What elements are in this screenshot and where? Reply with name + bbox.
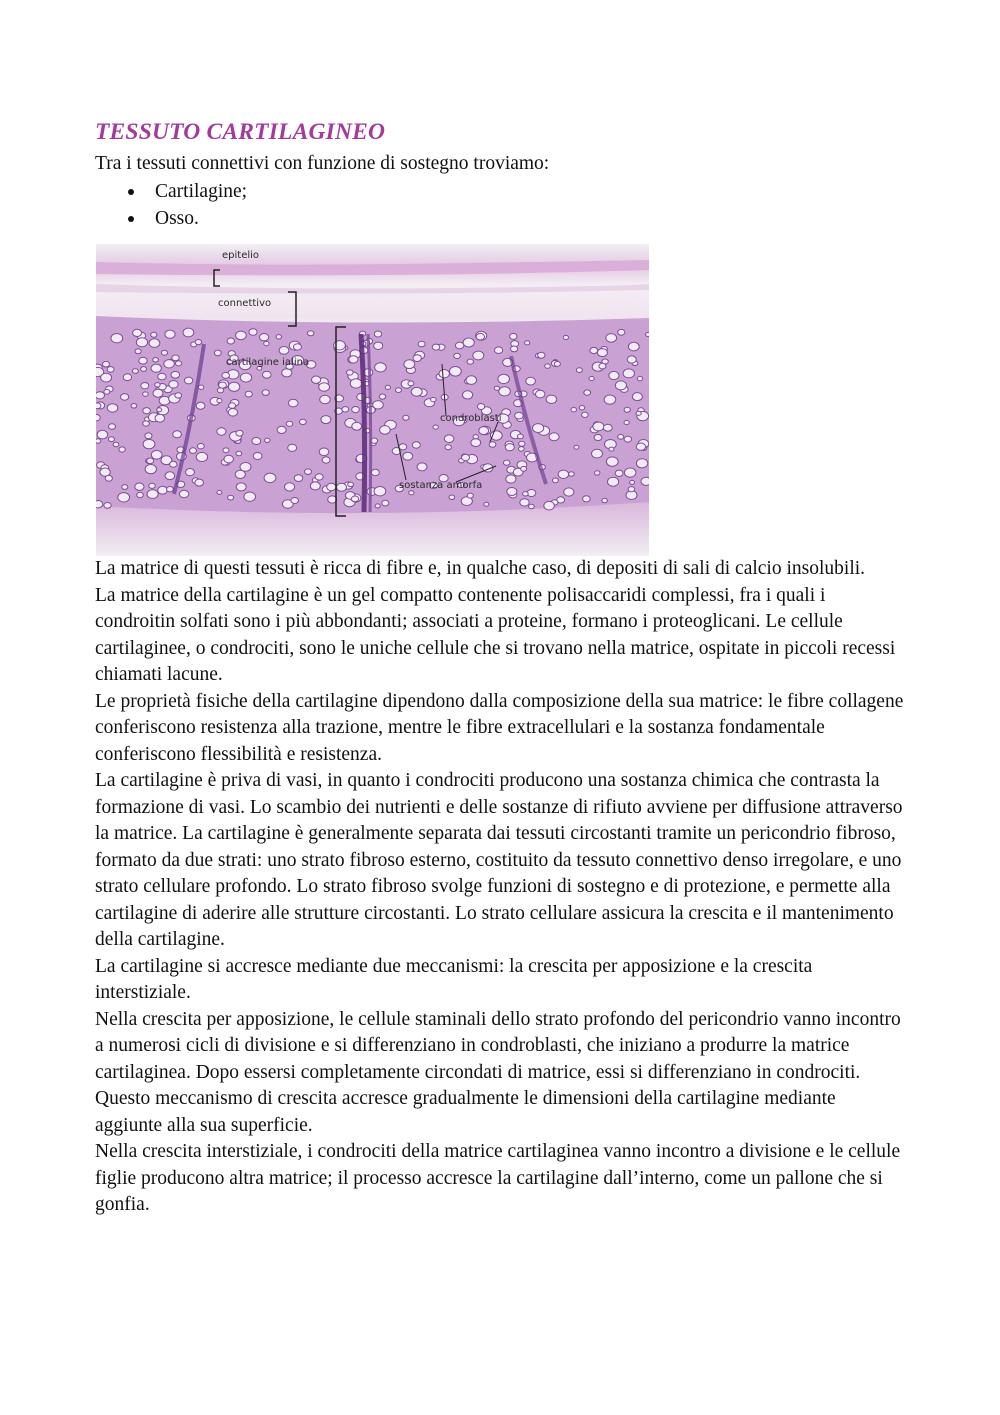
chondrocyte-lacuna: [245, 391, 252, 397]
chondrocyte-lacuna: [104, 503, 111, 509]
chondrocyte-lacuna: [632, 393, 642, 401]
chondrocyte-lacuna: [342, 407, 349, 412]
chondrocyte-lacuna: [327, 483, 336, 490]
chondrocyte-lacuna: [433, 425, 438, 429]
list-item-label: Osso.: [155, 208, 199, 229]
paragraph: La cartilagine si accresce mediante due meccanismi: la crescita per apposizione e la crescita interstiziale.: [95, 955, 813, 1003]
chondrocyte-lacuna: [109, 424, 116, 430]
chondrocyte-lacuna: [558, 470, 569, 478]
chondrocyte-lacuna: [584, 390, 591, 395]
chondrocyte-lacuna: [149, 483, 156, 488]
chondrocyte-lacuna: [107, 367, 114, 373]
chondrocyte-lacuna: [227, 338, 234, 344]
chondrocyte-lacuna: [352, 422, 362, 430]
chondrocyte-lacuna: [595, 471, 600, 475]
chondrocyte-lacuna: [525, 341, 530, 345]
chondrocyte-lacuna: [579, 406, 584, 410]
chondrocyte-lacuna: [105, 475, 112, 481]
chondrocyte-lacuna: [228, 382, 239, 391]
chondrocyte-lacuna: [515, 412, 524, 419]
chondrocyte-lacuna: [374, 487, 386, 496]
chondrocyte-lacuna: [385, 385, 390, 389]
chondrocyte-lacuna: [623, 369, 634, 378]
chondrocyte-lacuna: [143, 408, 151, 414]
chondrocyte-lacuna: [143, 392, 149, 396]
chondrocyte-lacuna: [538, 352, 545, 358]
chondrocyte-lacuna: [545, 364, 551, 368]
chondrocyte-lacuna: [264, 341, 269, 345]
paragraph: Nella crescita interstiziale, i condrociti della matrice cartilaginea vanno incontro a divisione e le cellule figlie producono altra matrice; il processo accresce la cartilagine dall’interno, come un pallone che si gonfia.: [95, 1141, 901, 1215]
chondrocyte-lacuna: [244, 492, 256, 501]
chondrocyte-lacuna: [294, 344, 302, 350]
chondrocyte-lacuna: [121, 394, 129, 401]
paragraph: Nella crescita per apposizione, le cellule staminali dello strato profondo del pericondrio vanno incontro a numerosi cicli di divisione e si differenziano in condroblasti, che iniziano a produrre la matrice cartilaginea. Dopo essersi completamente circondati di matrice, essi si differenziano in condrociti. Questo meccanismo di crescita accresce gradualmente le dimensioni della cartilagine mediante aggiunte alla sua superficie.: [95, 1008, 901, 1136]
chondrocyte-lacuna: [228, 409, 237, 417]
chondrocyte-lacuna: [153, 358, 159, 363]
chondrocyte-lacuna: [630, 480, 635, 484]
chondrocyte-lacuna: [379, 394, 385, 399]
chondrocyte-lacuna: [103, 361, 110, 367]
chondrocyte-lacuna: [183, 328, 194, 337]
chondrocyte-lacuna: [285, 483, 295, 491]
chondrocyte-lacuna: [252, 438, 261, 445]
chondrocyte-lacuna: [135, 483, 144, 490]
chondrocyte-lacuna: [172, 355, 179, 361]
chondrocyte-lacuna: [96, 392, 105, 399]
chondrocyte-lacuna: [167, 487, 174, 492]
chondrocyte-lacuna: [217, 399, 222, 403]
paragraph: La cartilagine è priva di vasi, in quanto i condrociti producono una sostanza chimica che contrasta la formazione di vasi. Lo scambio dei nutrienti e delle sostanze di rifiuto avviene per diffusione attraverso la matrice. La cartilagine è generalmente separata dai tessuti circostanti tramite un pericondrio fibroso, formato da due strati: uno strato fibroso esterno, costituito da tessuto connettivo denso irregolare, e uno strato cellulare profondo. Lo strato fibroso svolge funzioni di sostegno e di protezione, e permette alla cartilagine di aderire alle strutture circostanti. Lo strato cellulare assicura la crescita e il mantenimento della cartilagine.: [95, 770, 903, 950]
chondrocyte-lacuna: [519, 441, 525, 446]
chondrocyte-lacuna: [523, 492, 529, 496]
chondrocyte-lacuna: [118, 493, 130, 502]
chondrocyte-lacuna: [615, 470, 623, 476]
chondrocyte-lacuna: [151, 451, 162, 460]
label-connettivo: connettivo: [218, 298, 272, 309]
chondrocyte-lacuna: [279, 347, 289, 355]
chondrocyte-lacuna: [165, 472, 175, 480]
chondrocyte-lacuna: [431, 397, 437, 401]
chondrocyte-lacuna: [249, 329, 257, 336]
chondrocyte-lacuna: [228, 495, 234, 500]
chondrocyte-lacuna: [624, 407, 630, 412]
chondrocyte-lacuna: [599, 363, 606, 369]
chondrocyte-lacuna: [235, 470, 245, 478]
chondrocyte-lacuna: [175, 393, 182, 398]
chondrocyte-lacuna: [646, 332, 649, 336]
chondrocyte-lacuna: [347, 370, 354, 375]
chondrocyte-lacuna: [583, 496, 591, 502]
chondrocyte-lacuna: [158, 486, 168, 494]
chondrocyte-lacuna: [467, 493, 473, 498]
chondrocyte-lacuna: [107, 404, 118, 412]
chondrocyte-lacuna: [484, 502, 489, 506]
chondrocyte-lacuna: [173, 431, 182, 438]
chondrocyte-lacuna: [471, 439, 481, 447]
chondrocyte-lacuna: [576, 368, 582, 373]
chondrocyte-lacuna: [627, 356, 636, 363]
chondrocyte-lacuna: [157, 408, 162, 412]
chondrocyte-lacuna: [603, 424, 612, 431]
chondrocyte-lacuna: [219, 382, 227, 388]
chondrocyte-lacuna: [418, 341, 425, 347]
epithelium-band: [96, 244, 649, 319]
chondrocyte-lacuna: [533, 424, 544, 433]
chondrocyte-lacuna: [96, 403, 101, 409]
chondrocyte-lacuna: [147, 490, 158, 499]
chondrocyte-lacuna: [236, 483, 246, 491]
chondrocyte-lacuna: [155, 414, 165, 422]
paragraph: Le proprietà fisiche della cartilagine dipendono dalla composizione della sua matrice: le fibre collagene conferiscono resistenza alla trazione, mentre le fibre extracellulari e la sostanza fondamentale conferiscono flessibilità e resistenza.: [95, 690, 904, 765]
chondrocyte-lacuna: [282, 369, 292, 377]
chondrocyte-lacuna: [264, 473, 276, 483]
paragraph: La matrice di questi tessuti è ricca di fibre e, in qualche caso, di depositi di sali di calcio insolubili.: [95, 558, 866, 579]
chondrocyte-lacuna: [337, 483, 347, 491]
chondrocyte-lacuna: [196, 452, 207, 461]
chondrocyte-lacuna: [195, 340, 201, 345]
chondrocyte-lacuna: [122, 485, 128, 490]
chondrocyte-lacuna: [236, 331, 247, 340]
chondrocyte-lacuna: [132, 369, 138, 374]
chondrocyte-lacuna: [141, 367, 147, 372]
chondrocyte-lacuna: [549, 433, 559, 441]
chondrocyte-lacuna: [300, 419, 307, 424]
chondrocyte-lacuna: [229, 403, 236, 409]
chondrocyte-lacuna: [529, 504, 535, 509]
chondrocyte-lacuna: [505, 444, 514, 451]
chondrocyte-lacuna: [463, 338, 474, 347]
chondrocyte-lacuna: [506, 475, 516, 483]
chondrocyte-lacuna: [236, 430, 243, 436]
chondrocyte-lacuna: [432, 344, 439, 350]
chondrocyte-lacuna: [374, 342, 383, 349]
chondrocyte-lacuna: [351, 496, 358, 502]
chondrocyte-lacuna: [590, 347, 598, 353]
chondrocyte-lacuna: [139, 357, 147, 364]
chondrocyte-lacuna: [348, 482, 354, 487]
chondrocyte-lacuna: [606, 457, 618, 466]
chondrocyte-lacuna: [373, 401, 384, 409]
chondrocyte-lacuna: [101, 373, 112, 382]
chondrocyte-lacuna: [175, 361, 181, 366]
chondrocyte-lacuna: [223, 448, 229, 453]
chondrocyte-lacuna: [602, 498, 608, 503]
chondrocyte-lacuna: [151, 332, 157, 337]
chondrocyte-lacuna: [449, 495, 455, 500]
chondrocyte-lacuna: [606, 334, 617, 343]
chondrocyte-lacuna: [371, 469, 379, 475]
chondrocyte-lacuna: [520, 499, 529, 506]
label-epitelio: epitelio: [222, 250, 260, 261]
page-title: TESSUTO CARTILAGINEO: [95, 119, 386, 145]
chondrocyte-lacuna: [592, 449, 603, 458]
chondrocyte-lacuna: [165, 330, 175, 338]
chondrocyte-lacuna: [462, 454, 470, 460]
chondrocyte-lacuna: [454, 353, 461, 358]
chondrocyte-lacuna: [473, 351, 484, 360]
chondrocyte-lacuna: [476, 333, 484, 340]
chondrocyte-lacuna: [439, 370, 449, 378]
chondrocyte-lacuna: [217, 388, 223, 393]
chondrocyte-lacuna: [123, 374, 131, 381]
chondrocyte-lacuna: [349, 356, 358, 363]
chondrocyte-lacuna: [294, 475, 303, 482]
chondrocyte-lacuna: [450, 367, 462, 377]
chondrocyte-lacuna: [184, 377, 192, 384]
chondrocyte-lacuna: [305, 469, 312, 475]
chondrocyte-lacuna: [597, 349, 607, 357]
chondrocyte-lacuna: [609, 371, 619, 379]
chondrocyte-lacuna: [403, 452, 413, 460]
chondrocyte-lacuna: [260, 334, 269, 341]
chondrocyte-lacuna: [108, 437, 114, 442]
chondrocyte-lacuna: [641, 477, 649, 485]
label-cartilagine-ialina: cartilagine ialina: [226, 357, 310, 368]
chondrocyte-lacuna: [236, 451, 242, 456]
chondrocyte-lacuna: [169, 381, 178, 389]
bullet-icon: [128, 216, 134, 222]
chondrocyte-lacuna: [544, 501, 555, 510]
chondrocyte-lacuna: [263, 371, 272, 378]
list-item-label: Cartilagine;: [155, 181, 248, 202]
chondrocyte-lacuna: [489, 442, 496, 448]
chondrocyte-lacuna: [466, 376, 477, 385]
chondrocyte-lacuna: [582, 412, 589, 417]
chondrocyte-lacuna: [404, 360, 415, 369]
paragraph: La matrice della cartilagine è un gel compatto contenente polisaccaridi complessi, fra i quali i condroitin solfati sono i più abbondanti; associati a proteine, formano i proteoglicani. Le cellule cartilaginee, o condrociti, sono le uniche cellule che si trovano nella matrice, ospitate in piccoli recessi chiamati lacune.: [95, 584, 896, 685]
chondrocyte-lacuna: [170, 461, 177, 467]
chondrocyte-lacuna: [161, 350, 167, 355]
chondrocyte-lacuna: [463, 391, 473, 399]
chondrocyte-lacuna: [636, 459, 647, 468]
chondrocyte-lacuna: [624, 436, 631, 442]
chondrocyte-lacuna: [518, 447, 524, 452]
chondrocyte-lacuna: [589, 376, 594, 380]
chondrocyte-lacuna: [277, 426, 286, 433]
chondrocyte-lacuna: [286, 421, 293, 426]
chondrocyte-lacuna: [195, 479, 204, 486]
chondrocyte-lacuna: [179, 490, 188, 497]
chondrocyte-lacuna: [445, 445, 451, 450]
chondrocyte-lacuna: [190, 448, 197, 454]
chondrocyte-lacuna: [197, 444, 204, 449]
chondrocyte-lacuna: [291, 498, 299, 504]
chondrocyte-lacuna: [569, 472, 575, 477]
chondrocyte-lacuna: [413, 355, 421, 362]
chondrocyte-lacuna: [164, 360, 175, 368]
chondrocyte-lacuna: [111, 334, 123, 343]
chondrocyte-lacuna: [321, 416, 331, 424]
chondrocyte-lacuna: [131, 404, 137, 409]
body-text: [95, 556, 905, 1219]
chondrocyte-lacuna: [403, 415, 409, 420]
chondrocyte-lacuna: [143, 439, 155, 448]
chondrocyte-lacuna: [503, 460, 510, 465]
chondrocyte-lacuna: [158, 373, 166, 380]
chondrocyte-lacuna: [571, 408, 577, 412]
chondrocyte-lacuna: [145, 433, 152, 439]
chondrocyte-lacuna: [444, 435, 454, 443]
chondrocyte-lacuna: [262, 390, 269, 396]
chondrocyte-lacuna: [222, 372, 230, 378]
chondrocyte-lacuna: [477, 404, 484, 410]
chondrocyte-lacuna: [319, 383, 330, 392]
chondrocyte-lacuna: [593, 422, 604, 431]
chondrocyte-lacuna: [153, 389, 163, 397]
chondrocyte-lacuna: [554, 361, 560, 366]
chondrocyte-lacuna: [408, 381, 414, 386]
bullet-icon: [128, 189, 134, 195]
chondrocyte-lacuna: [380, 426, 391, 435]
chondrocyte-lacuna: [455, 342, 463, 349]
chondrocyte-lacuna: [374, 331, 381, 337]
chondrocyte-lacuna: [521, 466, 527, 471]
chondrocyte-lacuna: [628, 487, 635, 492]
chondrocyte-lacuna: [498, 374, 510, 383]
chondrocyte-lacuna: [145, 465, 156, 474]
chondrocyte-lacuna: [411, 387, 422, 396]
chondrocyte-lacuna: [141, 383, 149, 389]
chondrocyte-lacuna: [574, 445, 579, 449]
chondrocyte-lacuna: [563, 335, 568, 339]
chondrocyte-lacuna: [495, 347, 503, 354]
chondrocyte-lacuna: [312, 376, 321, 383]
chondrocyte-lacuna: [624, 468, 636, 477]
chondrocyte-lacuna: [113, 442, 119, 447]
chondrocyte-lacuna: [507, 488, 517, 496]
chondrocyte-lacuna: [214, 350, 221, 356]
chondrocyte-lacuna: [97, 430, 108, 439]
chondrocyte-lacuna: [137, 492, 144, 497]
chondrocyte-lacuna: [151, 364, 161, 372]
chondrocyte-lacuna: [636, 443, 645, 450]
chondrocyte-lacuna: [135, 349, 141, 354]
chondrocyte-lacuna: [320, 395, 331, 403]
chondrocyte-lacuna: [322, 457, 330, 463]
chondrocyte-lacuna: [288, 399, 298, 407]
chondrocyte-lacuna: [319, 448, 329, 456]
chondrocyte-lacuna: [564, 488, 574, 496]
chondrocyte-lacuna: [253, 453, 262, 460]
chondrocyte-lacuna: [375, 504, 380, 508]
chondrocyte-lacuna: [96, 439, 101, 444]
chondrocyte-lacuna: [352, 407, 360, 413]
chondrocyte-lacuna: [517, 434, 523, 439]
chondrocyte-lacuna: [224, 455, 233, 463]
chondrocyte-lacuna: [96, 501, 103, 508]
label-condroblasti: condroblasti: [440, 413, 502, 424]
chondrocyte-lacuna: [96, 414, 100, 421]
chondrocyte-lacuna: [494, 386, 499, 390]
chondrocyte-lacuna: [417, 463, 427, 471]
chondrocyte-lacuna: [265, 438, 270, 442]
chondrocyte-lacuna: [396, 388, 402, 393]
chondrocyte-lacuna: [147, 458, 154, 464]
chondrocyte-lacuna: [636, 411, 641, 415]
chondrocyte-lacuna: [382, 500, 389, 506]
chondrocyte-lacuna: [526, 377, 536, 385]
label-sostanza-amorfa: sostanza amorfa: [399, 480, 483, 491]
chondrocyte-lacuna: [310, 482, 320, 490]
histology-image: [96, 244, 649, 556]
chondrocyte-lacuna: [350, 379, 362, 388]
chondrocyte-lacuna: [473, 435, 478, 439]
chondrocyte-lacuna: [499, 387, 511, 396]
chondrocyte-lacuna: [615, 381, 626, 390]
chondrocyte-lacuna: [637, 376, 642, 380]
chondrocyte-lacuna: [240, 373, 251, 382]
chondrocyte-lacuna: [119, 447, 125, 452]
chondrocyte-lacuna: [288, 444, 297, 451]
list-item: [95, 178, 247, 205]
chondrocyte-lacuna: [546, 395, 557, 403]
chondrocyte-lacuna: [136, 338, 147, 347]
chondrocyte-lacuna: [149, 339, 160, 348]
bullet-list: [95, 178, 247, 232]
chondrocyte-lacuna: [155, 383, 160, 387]
chondrocyte-lacuna: [618, 434, 624, 439]
chondrocyte-lacuna: [143, 421, 150, 426]
chondrocyte-lacuna: [479, 427, 489, 435]
chondrocyte-lacuna: [412, 442, 420, 448]
chondrocyte-lacuna: [594, 434, 602, 440]
chondrocyte-lacuna: [467, 359, 473, 364]
chondrocyte-lacuna: [608, 477, 619, 486]
chondrocyte-lacuna: [104, 389, 110, 394]
chondrocyte-lacuna: [409, 491, 414, 495]
chondrocyte-lacuna: [217, 428, 226, 435]
intro-text: Tra i tessuti connettivi con funzione di sostegno troviamo:: [95, 153, 550, 174]
chondrocyte-lacuna: [511, 346, 518, 352]
chondrocyte-lacuna: [308, 331, 314, 336]
histology-figure: [96, 244, 649, 556]
chondrocyte-lacuna: [536, 390, 545, 398]
chondrocyte-lacuna: [609, 447, 614, 451]
chondrocyte-lacuna: [375, 363, 387, 372]
chondrocyte-lacuna: [186, 469, 195, 476]
chondrocyte-lacuna: [552, 478, 558, 483]
chondrocyte-lacuna: [315, 474, 323, 480]
chondrocyte-lacuna: [196, 402, 205, 409]
chondrocyte-lacuna: [133, 329, 142, 336]
chondrocyte-lacuna: [217, 490, 222, 494]
list-item: [95, 205, 247, 232]
chondrocyte-lacuna: [604, 395, 616, 404]
chondrocyte-lacuna: [510, 333, 517, 339]
chondrocyte-lacuna: [624, 420, 629, 424]
chondrocyte-lacuna: [276, 335, 281, 339]
chondrocyte-lacuna: [618, 329, 625, 335]
chondrocyte-lacuna: [628, 342, 639, 351]
chondrocyte-lacuna: [171, 371, 180, 378]
